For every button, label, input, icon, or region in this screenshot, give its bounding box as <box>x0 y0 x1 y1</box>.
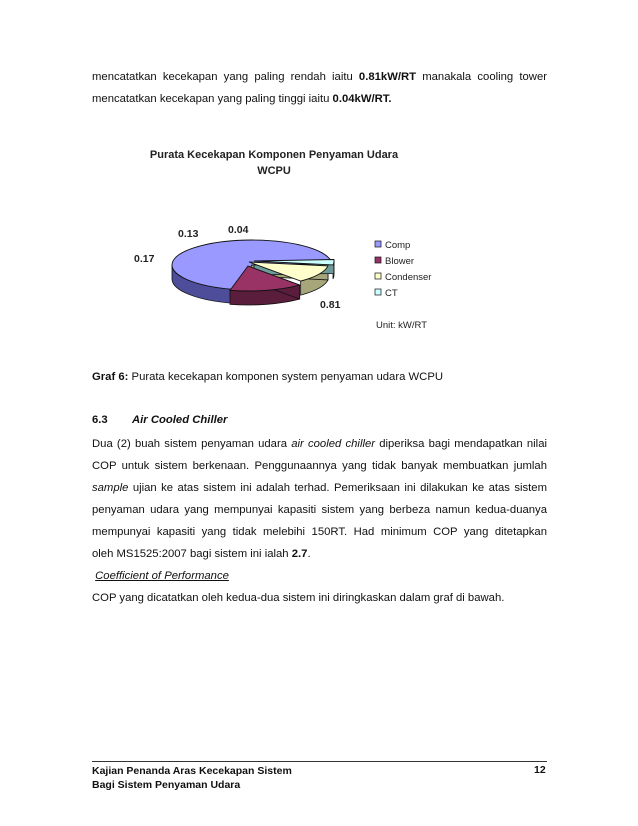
body-text: Dua (2) buah sistem penyaman udara <box>92 438 292 450</box>
body-bold-value: 2.7 <box>291 548 308 560</box>
footer-line-2: Bagi Sistem Penyaman Udara <box>92 779 241 791</box>
body-text: . <box>307 548 311 560</box>
caption-label: Graf 6: <box>92 371 129 383</box>
intro-line-2 <box>92 88 547 110</box>
body-line-2: COP untuk sistem berkenaan. Penggunaannya yang tidak banyak membuatkan jumlah <box>92 460 547 472</box>
chart-title <box>150 149 399 177</box>
chart-title-line-1: Purata Kecekapan Komponen Penyaman Udara <box>149 149 399 161</box>
body-text: diperiksa bagi mendapatkan nilai <box>375 438 547 450</box>
chart-title-line-2: WCPU <box>257 165 291 177</box>
subheading-coefficient: Coefficient of Performance <box>95 570 229 582</box>
chart-unit-note: Unit: kW/RT <box>376 320 428 331</box>
legend-label-condenser: Condenser <box>385 272 432 283</box>
data-label-blower: 0.17 <box>134 253 155 265</box>
data-label-ct: 0.04 <box>228 224 249 236</box>
body-text: ujian ke atas sistem ini adalah terhad. Pemeriksaan ini dilakukan ke atas sistem <box>128 482 547 494</box>
body-line-8: COP yang dicatatkan oleh kedua-dua sistem ini diringkaskan dalam graf di bawah. <box>92 592 505 604</box>
intro-bold-value: 0.81kW/RT <box>358 71 417 83</box>
intro-text: mencatatkan kecekapan yang paling rendah iaitu <box>92 71 359 83</box>
intro-bold-value: 0.04kW/RT. <box>332 93 392 105</box>
data-label-comp: 0.81 <box>320 299 341 311</box>
figure-caption <box>92 371 443 383</box>
body-text: oleh MS1525:2007 bagi sistem ini ialah <box>92 548 292 560</box>
chart-legend <box>375 240 431 299</box>
footer-title <box>92 764 292 792</box>
intro-text: mencatatkan kecekapan yang paling tinggi iaitu <box>92 93 333 105</box>
caption-text: Purata kecekapan komponen system penyaman udara WCPU <box>128 371 444 383</box>
data-label-condenser: 0.13 <box>178 228 199 240</box>
body-line-6 <box>92 543 547 565</box>
legend-label-comp: Comp <box>385 240 411 251</box>
body-line-3 <box>92 477 547 499</box>
legend-label-blower: Blower <box>385 256 415 267</box>
legend-swatch-ct <box>375 289 381 295</box>
body-paragraph <box>92 433 547 609</box>
footer-line-1: Kajian Penanda Aras Kecekapan Sistem <box>92 765 292 777</box>
intro-text: manakala cooling tower <box>416 71 547 83</box>
legend-label-ct: CT <box>385 288 398 299</box>
legend-swatch-comp <box>375 241 381 247</box>
section-heading <box>92 414 227 426</box>
body-line-5: mempunyai kapasiti yang tidak melebihi 150RT. Had minimum COP yang ditetapkan <box>92 526 547 538</box>
section-title: Air Cooled Chiller <box>132 414 228 426</box>
legend-swatch-condenser <box>375 273 381 279</box>
body-line-7 <box>92 565 547 587</box>
body-line-1 <box>92 433 547 455</box>
intro-line-1 <box>92 66 547 88</box>
body-italic-term: sample <box>92 482 129 494</box>
section-number: 6.3 <box>92 414 108 426</box>
pie-plot <box>172 240 334 305</box>
footer-rule <box>92 761 547 762</box>
intro-paragraph <box>92 66 547 110</box>
legend-swatch-blower <box>375 257 381 263</box>
page-number: 12 <box>534 764 546 776</box>
body-italic-term: air cooled chiller <box>291 438 376 450</box>
body-line-4: penyaman udara yang mempunyai kapasiti sistem yang berbeza namun kedua-duanya <box>92 504 547 516</box>
pie-chart <box>92 140 552 340</box>
